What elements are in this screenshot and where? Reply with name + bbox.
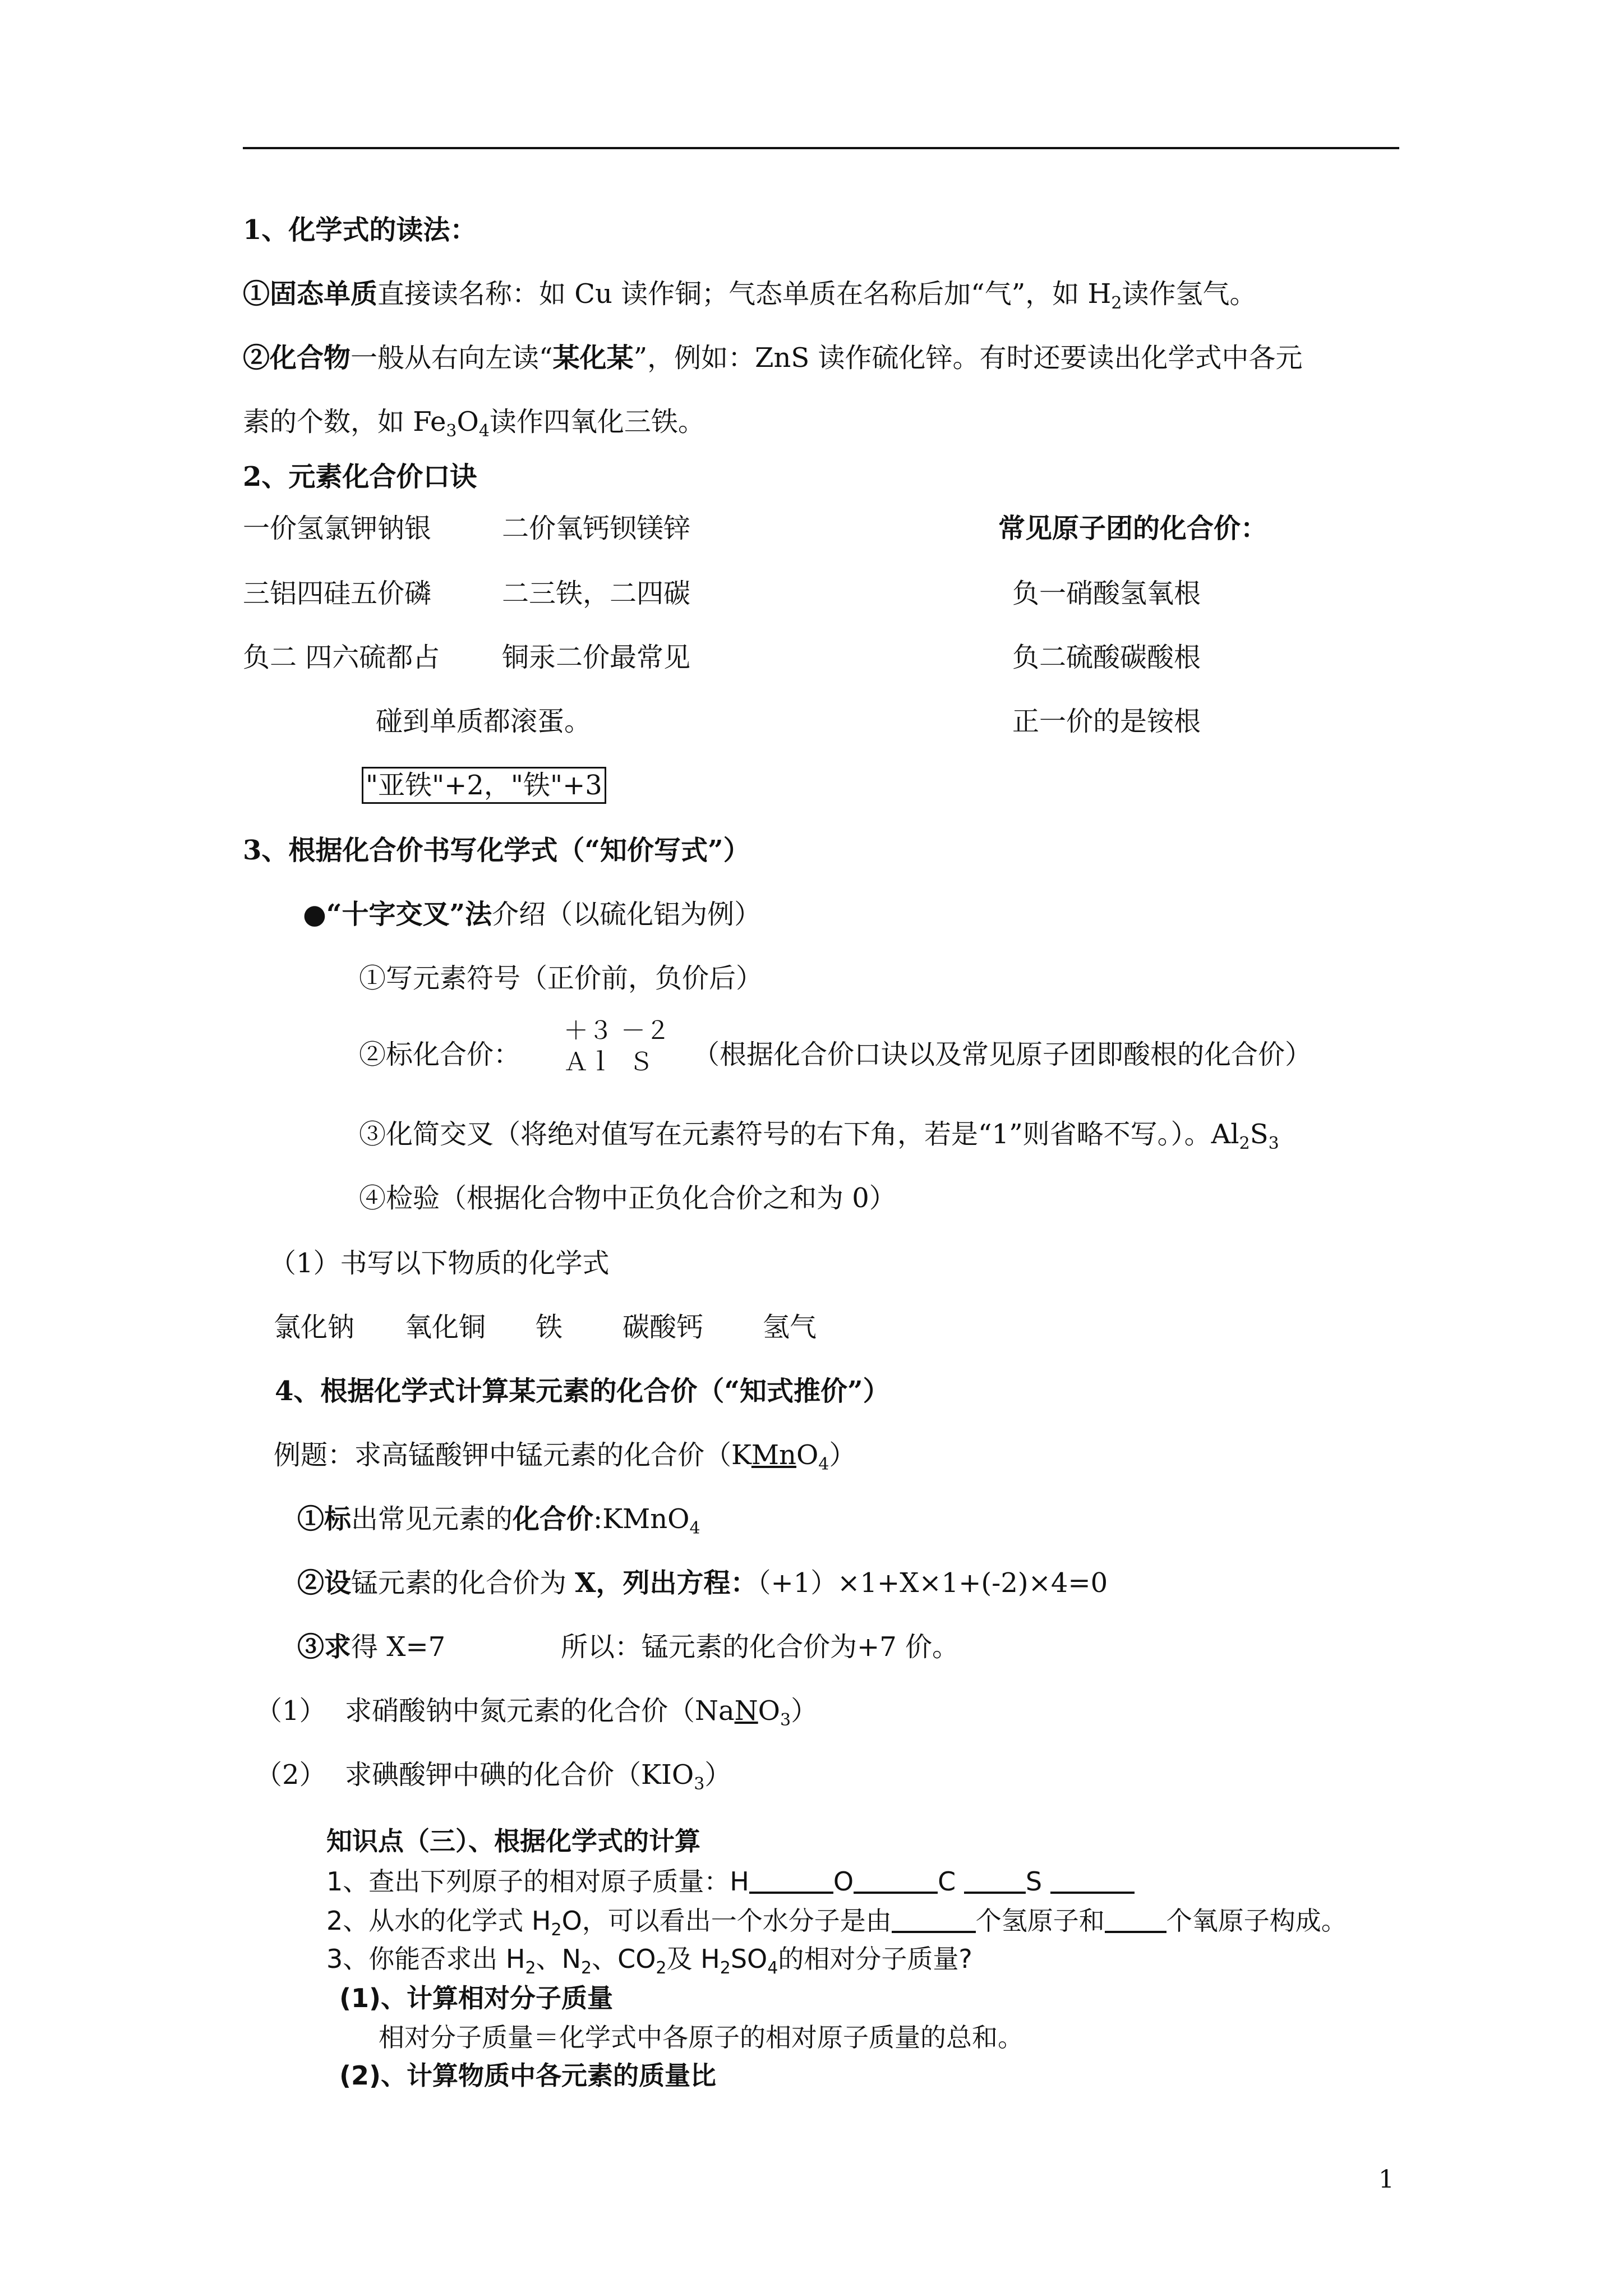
s4-step-3: ③求得 X=7 <box>297 1631 446 1663</box>
s1-para-3: 素的个数，如 $Fe_3O_4$读作四氧化三铁。 <box>243 406 705 441</box>
radical-r3: 负二硫酸碳酸根 <box>1012 642 1201 673</box>
s1-para-1: ①固态单质直接读名称：如 Cu 读作铜；气态单质在名称后加“气”，如 $H_2$读作氢气。 <box>243 278 1257 313</box>
substance-1: 氯化钠 <box>274 1312 355 1343</box>
k3-heading: 知识点（三）、根据化学式的计算 <box>326 1826 700 1856</box>
s4-q2: 求碘酸钾中碘的化合价$(KIO_3)$ <box>345 1759 732 1794</box>
s4-q1: 求硝酸钠中氮元素的化合价（NaNO$_3$） <box>345 1695 818 1730</box>
step-1: ①写元素符号（正价前，负价后） <box>359 963 763 994</box>
radical-r2: 负一硝酸氢氧根 <box>1012 578 1201 609</box>
k3-sub-1: (1)、计算相对分子质量 <box>339 1983 614 2013</box>
k3-line-3: 3、你能否求出 $H_2$、$N_2$、$CO_2$及 $H_2SO_4$的相对分子质量? <box>326 1944 972 1978</box>
rhyme-r4c2: 碰到单质都滚蛋。 <box>376 706 592 737</box>
iron-valence-box: "亚铁"+2，"铁"+3 <box>362 767 606 803</box>
s4-step-2: ②设锰元素的化合价为 X，列出方程：（+1）×1+X×1+(-2)×4=0 <box>297 1567 1108 1599</box>
radical-heading: 常见原子团的化合价： <box>998 513 1268 544</box>
rhyme-r3c1: 负二 四六硫都占 <box>243 642 440 673</box>
step-2-label: ②标化合价： <box>359 1039 521 1070</box>
cross-method-bullet: ●“十字交叉”法介绍（以硫化铝为例） <box>303 899 762 930</box>
s4-q2-number: （2） <box>255 1759 326 1791</box>
k3-line-1: 1、查出下列原子的相对原子质量：H O C S <box>326 1864 1135 1899</box>
page-number: 1 <box>1378 2165 1394 2194</box>
substance-5: 氢气 <box>763 1312 817 1343</box>
s4-q1-number: （1） <box>255 1695 326 1727</box>
substance-4: 碳酸钙 <box>623 1312 704 1343</box>
valence-top: ＋３ －２ <box>564 1016 670 1045</box>
s4-heading: 4、根据化学式计算某元素的化合价（“知式推价”） <box>275 1375 890 1407</box>
valence-symbols: Ａｌ Ｓ <box>564 1048 653 1076</box>
s1-heading: 1、化学式的读法： <box>243 214 477 246</box>
substance-3: 铁 <box>536 1312 563 1343</box>
s2-heading: 2、元素化合价口诀 <box>243 461 477 493</box>
rhyme-r1c1: 一价氢氯钾钠银 <box>243 513 432 544</box>
step-4: ④检验（根据化合物中正负化合价之和为 0） <box>359 1182 896 1214</box>
s4-step-3-result: 所以：锰元素的化合价为+7 价。 <box>561 1631 960 1663</box>
s3-heading: 3、根据化合价书写化学式（“知价写式”） <box>243 835 750 866</box>
rhyme-r3c2: 铜汞二价最常见 <box>502 642 691 673</box>
k3-sub-2: (2)、计算物质中各元素的质量比 <box>339 2060 717 2091</box>
s1-para-2: ②化合物一般从右向左读“某化某”，例如：ZnS 读作硫化锌。有时还要读出化学式中各元 <box>243 342 1303 374</box>
radical-r4: 正一价的是铵根 <box>1012 706 1201 737</box>
k3-definition: 相对分子质量＝化学式中各原子的相对原子质量的总和。 <box>379 2022 1023 2053</box>
rhyme-r2c2: 二三铁，二四碳 <box>502 578 691 609</box>
header-rule <box>243 147 1399 149</box>
substance-2: 氧化铜 <box>405 1312 486 1343</box>
rhyme-r2c1: 三铝四硅五价磷 <box>243 578 432 609</box>
k3-line-2: 2、从水的化学式 $H_2O$，可以看出一个水分子是由 个氢原子和 个氧原子构成。 <box>326 1906 1347 1940</box>
s4-example: 例题：求高锰酸钾中锰元素的化合价（KMnO$_4$） <box>274 1439 856 1474</box>
step-2-note: （根据化合价口诀以及常见原子团即酸根的化合价） <box>693 1039 1312 1070</box>
s4-step-1: ①标出常见元素的化合价:KMnO$_4$ <box>297 1503 700 1538</box>
step-3: ③化简交叉（将绝对值写在元素符号的右下角，若是“1”则省略不写。）。$Al_2S_3$ <box>359 1119 1279 1153</box>
rhyme-r1c2: 二价氧钙钡镁锌 <box>502 513 691 544</box>
s3-question-1: （1）书写以下物质的化学式 <box>269 1248 610 1279</box>
